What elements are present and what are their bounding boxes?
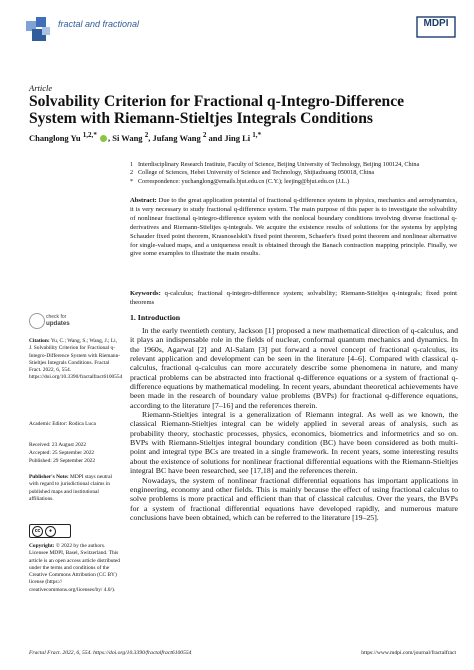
- author-affil-sup: 2: [144, 131, 149, 139]
- correspondence: [130, 178, 460, 186]
- publisher-note: [29, 474, 121, 504]
- author-name: Jufang Wang: [152, 132, 201, 143]
- publisher-note-text: MDPI stays neutral with regard to jurisdictional claims in published maps and institutional affiliations.: [29, 474, 112, 503]
- keywords-text: q-calculus; fractional q-integro-difference system; solvability; Riemann-Stieltjes q-integrals; fixed point theorems: [130, 290, 457, 306]
- paper-title: Solvability Criterion for Fractional q-Integro-Difference System with Riemann-Stieltjes Integrals Conditions: [29, 93, 405, 127]
- footer-journal-link[interactable]: https://www.mdpi.com/journal/fractalfract: [361, 650, 456, 656]
- section-heading: 1. Introduction: [130, 313, 181, 322]
- affiliation-number: 1: [130, 161, 134, 168]
- author-name: Si Wang: [112, 132, 143, 143]
- check-for-updates-top[interactable]: check for: [46, 314, 67, 320]
- keywords-label: Keywords:: [130, 290, 161, 297]
- correspondence-text[interactable]: Correspondence: yuchanglong@emails.bjut.edu.cn (C.Y.); leejing@bjut.edu.cn (J.L.): [138, 177, 350, 185]
- publisher-note-label: Publisher's Note:: [29, 474, 69, 480]
- author-affil-sup: 1,2,*: [82, 131, 97, 139]
- body-paragraph: In the early twentieth century, Jackson [1] proposed a new mathematical direction of q-calculus, and it plays an indispensable role in the fields of nuclear, conformal quantum mechanics and dynamics. In the 1960s, Agarwal [2] and Al-Salam [3] put forward a novel concept of fractional q-calculus, its relevant application and development can be seen in the literature [4–6]. Compared with classical q-calculus, fractional q-calculus can more accurately describe some phenomena in nature, and many practical problems can be abstracted into fractional q-difference equations or a system of fractional q-difference equations by mathematical modeling. In recent years, abundant theoretical achievements have been made in the research of boundary value problems (BVPs) for fractional q-difference equations, according to the literature [7–16] and the references therein.: [130, 326, 458, 410]
- keywords: [130, 290, 457, 308]
- citation-text[interactable]: Yu, C.; Wang, S.; Wang, J.; Li, J. Solvability Criterion for Fractional q-Integro-Difference System with Riemann-Stieltjes Integrals Conditions. Fractal Fract. 2022, 6, 554. https://doi.org/10.3390/fractalfract6100554: [29, 338, 123, 381]
- accepted-date: Accepted: 25 September 2022: [29, 449, 95, 456]
- author-name: Changlong Yu: [29, 132, 81, 143]
- affiliation-text: Interdisciplinary Research Institute, Faculty of Science, Beijing University of Technology, Beijing 100124, China: [138, 161, 420, 168]
- academic-editor: Academic Editor: Rodica Luca: [29, 421, 96, 427]
- footer-citation[interactable]: Fractal Fract. 2022, 6, 554. https://doi.org/10.3390/fractalfract6100554: [29, 650, 192, 656]
- copyright-block: [29, 543, 121, 594]
- cc-by-license-icon[interactable]: [29, 524, 71, 538]
- citation-block: [29, 338, 121, 382]
- author-name: Jing Li: [224, 132, 251, 143]
- affiliation-number: *: [130, 177, 134, 185]
- citation-label: Citation:: [29, 338, 50, 344]
- affiliation-number: 2: [130, 169, 134, 177]
- check-for-updates-bottom[interactable]: updates: [46, 320, 70, 327]
- author-affil-sup: 2: [202, 131, 207, 139]
- publisher-logo-text: MDPI: [423, 18, 449, 29]
- abstract-text: Due to the great application potential of fractional q-difference system in physics, mechanics and aerodynamics, it is very necessary to study fractional q-difference system. The main purpose of this paper is to investigate the solvability of nonlinear fractional q-integro-difference system with the nonlocal boundary conditions involving diverse fractional q-derivatives and Riemann-Stieltjes q-integrals. We acquire the existence results of solutions for the systems by applying Schauder fixed point theorem, Krasnoselskii's fixed point theorem, Schaefer's fixed point theorem and nonlinear alternative for single-valued maps, and a uniqueness result is obtained through the Banach contraction mapping principle. Finally, we give some examples to illustrate the main results.: [130, 197, 457, 258]
- affiliations: [130, 161, 460, 186]
- author-affil-sup: 1,*: [252, 131, 262, 139]
- abstract-label: Abstract:: [130, 197, 157, 204]
- copyright-text[interactable]: © 2022 by the authors. Licensee MDPI, Basel, Switzerland. This article is an open access article distributed under the terms and conditions of the Creative Commons Attribution (CC BY) license (https:// creativecommons.org/licenses/by/ 4.0/).: [29, 543, 121, 593]
- affiliation-text: College of Sciences, Hebei University of Science and Technology, Shijiazhuang 050018, China: [138, 169, 375, 177]
- affiliation-item: [130, 169, 460, 177]
- orcid-icon[interactable]: [100, 135, 107, 142]
- body-paragraph: Nowadays, the system of nonlinear fractional differential equations has important applications in engineering, economy and other fields. This is mainly because the effect of using fractional calculus to solve problems is more practical and efficient than that of classical calculus. Over the years, the BVPs for a system of fractional differential equations have developed rapidly, and numerous mature conclusions have been obtained, which can be referred to the literature [19–25].: [130, 475, 458, 522]
- received-date: Received: 23 August 2022: [29, 442, 87, 448]
- published-date: Published: 29 September 2022: [29, 457, 96, 464]
- article-type: Article: [29, 83, 53, 93]
- check-for-updates-icon[interactable]: [29, 313, 45, 329]
- abstract: [130, 197, 457, 259]
- author-list: Changlong Yu $^{1,2,*}$ , Si Wang $^2$, Jufang Wang $^2$ and Jing Li $^{1,*}$: [29, 131, 262, 143]
- introduction-body: [130, 326, 458, 522]
- cc-icon: cc: [32, 526, 43, 537]
- journal-logo-icon: [22, 15, 54, 45]
- affiliation-item: [130, 161, 460, 169]
- by-person-icon: ●: [45, 526, 56, 537]
- journal-name: fractal and fractional: [58, 19, 140, 29]
- copyright-label: Copyright:: [29, 543, 55, 549]
- body-paragraph: Riemann-Stieltjes integral is a generalization of Riemann integral. As well as we known, the classical Riemann-Stieltjes integral can be widely applied in several areas of analysis, such as probability theory, stochastic processes, physics, economics, biometrics and informetrics and so on. BVPs with Riemann-Stieltjes integral boundary condition (BC) have been considered as both multi-point and integral type BCs are treated in a single framework. In recent years, some interesting results about the existence of solutions for nonlinear fractional differential equations with the Riemann-Stieltjes integral BC have been researched, see [17,18] and the references therein.: [130, 410, 458, 476]
- publication-dates: [29, 442, 121, 465]
